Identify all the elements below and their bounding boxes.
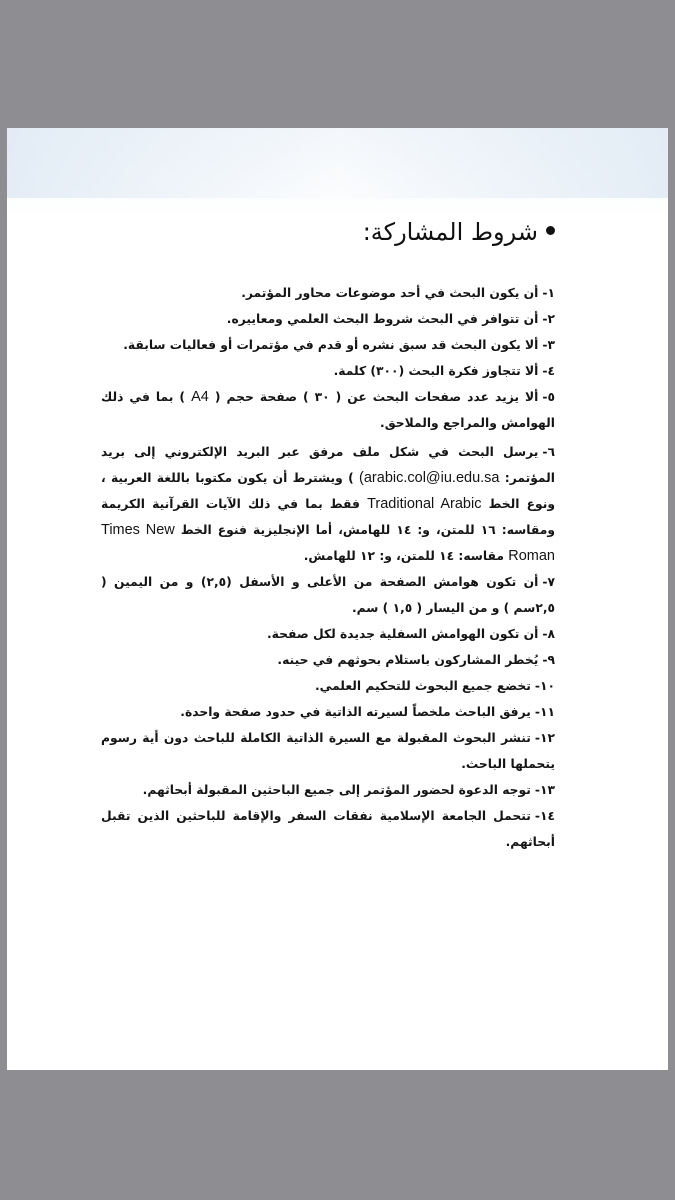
condition-item: ٤-ألا تتجاوز فكرة البحث (٣٠٠) كلمة. [333,364,555,378]
english-font-name: Times New Roman [101,522,555,564]
page-title-text: شروط المشاركة: [362,218,538,246]
condition-item: ١١-يرفق الباحث ملخصاً لسيرته الذاتية في حدود صفحة واحدة. [180,705,555,719]
condition-item: ١٤-تتحمل الجامعة الإسلامية نفقات السفر والإقامة للباحثين الذين تقبل أبحاثهم. [101,809,555,849]
email-address: (arabic.col@iu.edu.sa [359,470,500,486]
condition-item: ٢-أن تتوافر في البحث شروط البحث العلمي ومعاييره. [226,312,555,326]
condition-item: ١٣-توجه الدعوة لحضور المؤتمر إلى جميع الباحثين المقبولة أبحاثهم. [142,783,555,797]
condition-item: ٥-ألا يزيد عدد صفحات البحث عن ( ٣٠ ) صفحة حجم ( A4 ) بما في ذلك الهوامش والمراجع والملاحق. [101,389,555,430]
condition-item: ٧-أن تكون هوامش الصفحة من الأعلى و الأسفل (٢,٥) و من اليمين ( ٢,٥سم ) و من اليسار ( ١,٥ ) سم. [101,575,555,615]
arabic-font-name: Traditional Arabic [367,496,482,512]
paper-size: A4 [191,389,209,405]
document-page [7,128,668,1070]
bullet-icon [546,226,555,235]
conditions-list [101,280,555,855]
condition-item: ٩-يُخطر المشاركون باستلام بحوثهم في حينه. [277,653,555,667]
page-title [363,218,555,246]
condition-item: ١-أن يكون البحث في أحد موضوعات محاور المؤتمر. [241,286,555,300]
condition-item: ٣-ألا يكون البحث قد سبق نشره أو قدم في مؤتمرات أو فعاليات سابقة. [123,338,555,352]
condition-item: ١٢-تنشر البحوث المقبولة مع السيرة الذاتية الكاملة للباحث دون أية رسوم يتحملها الباحث. [101,731,555,771]
condition-item: ٨-أن تكون الهوامش السفلية جديدة لكل صفحة. [267,627,555,641]
condition-item: ٦-يرسل البحث في شكل ملف مرفق عبر البريد الإلكتروني إلى بريد المؤتمر: (arabic.col@iu.edu.sa ) ويشترط أن يكون مكتوبا باللغة العربية ، ونوع الخط Traditional Arabic فقط بما في ذلك الآيات القرآنية الكريمة ومقاسه: ١٦ للمتن، و: ١٤ للهامش، أما الإنجليزية فنوع الخط Times New Roman مقاسه: ١٤ للمتن، و: ١٢ للهامش. [101,445,556,564]
condition-item: ١٠-تخضع جميع البحوث للتحكيم العلمي. [314,679,555,693]
